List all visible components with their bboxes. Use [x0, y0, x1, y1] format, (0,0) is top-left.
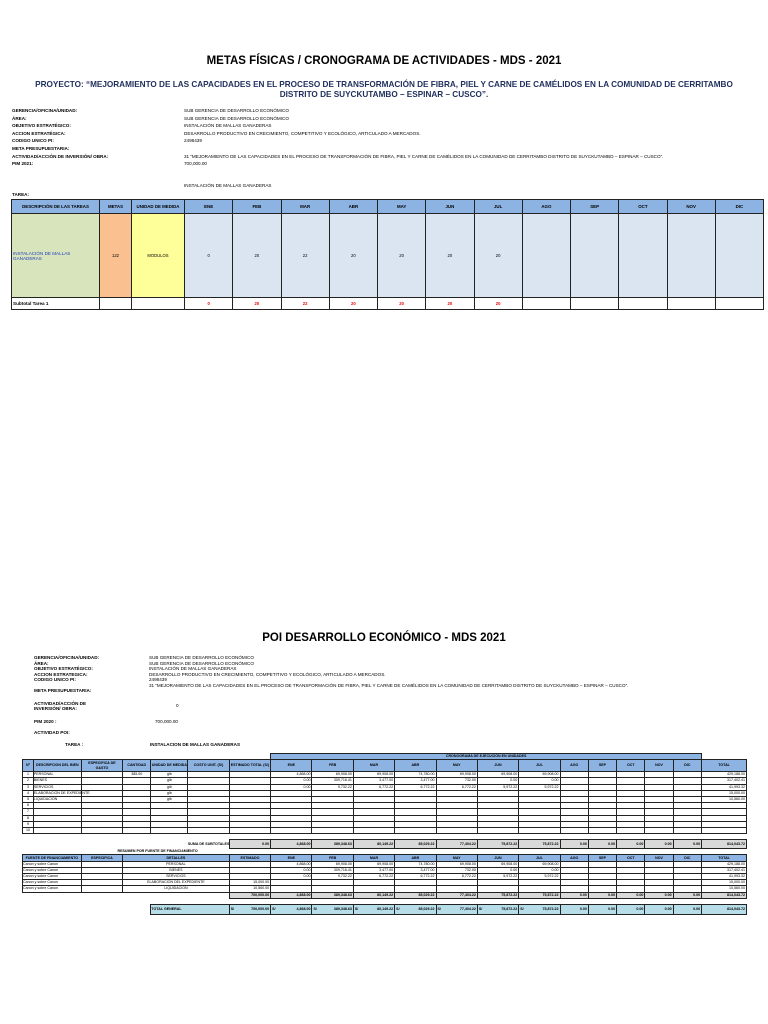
subtotal-month-cell: 20: [426, 298, 474, 310]
total-general-month: 0.00: [645, 904, 673, 914]
row-cantidad: 385.00: [123, 772, 151, 778]
header-cell: MAR: [281, 200, 329, 214]
resumen-month-cell: 3,477.00: [353, 867, 394, 873]
row-month-cell: 0.00: [271, 778, 312, 784]
row-description: BIENES: [33, 778, 81, 784]
header-cell: ABR: [329, 200, 377, 214]
resumen-sum-month: 77,404.22: [436, 892, 477, 898]
suma-month-cell: 75,872.22: [477, 840, 518, 849]
suma-month-cell: 0.00: [645, 840, 673, 849]
resumen-header-cell: MAR: [353, 855, 394, 861]
total-general-month: 0.00: [560, 904, 588, 914]
resumen-month-cell: 6,772.22: [436, 874, 477, 880]
poi-header-cell: JUL: [519, 760, 560, 772]
row-month-cell: 6,772.22: [436, 784, 477, 790]
row-number: 3: [23, 784, 34, 790]
resumen-month-cell: 0.00: [519, 867, 560, 873]
info-label: ACCION ESTRATEGICA:: [34, 671, 88, 677]
row-month-cell: 69,908.00: [519, 772, 560, 778]
info-label: ACCION ESTRATÉGICA:: [12, 130, 66, 136]
resumen-sum-month: 0.00: [617, 892, 645, 898]
subtotal-unit: [132, 298, 185, 310]
resumen-header-cell: AGO: [560, 855, 588, 861]
info-label: CODIGO UNICO PI:: [34, 677, 76, 683]
currency-symbol: S/: [354, 906, 359, 911]
row-description: PERSONAL: [33, 772, 81, 778]
amount: 700,000.00: [251, 906, 270, 911]
poi-header-cell: TOTAL: [702, 760, 747, 772]
task-unit: MODULOS: [132, 214, 185, 298]
subtotal-month-cell: 20: [378, 298, 426, 310]
info-row: [12, 123, 752, 131]
subtotal-month-cell: [619, 298, 667, 310]
task-row: [12, 214, 764, 298]
row-month-cell: 6,772.22: [395, 784, 436, 790]
resumen-month-cell: 5,972.22: [477, 874, 518, 880]
resumen-header-cell: MAY: [436, 855, 477, 861]
resumen-header-cell: NOV: [645, 855, 673, 861]
poi-header-cell: JUN: [477, 760, 518, 772]
resumen-month-cell: 69,908.00: [477, 861, 518, 867]
resumen-total: 429,188.00: [702, 861, 747, 867]
currency-symbol: S/: [396, 906, 400, 911]
poi-cronograma-title: CRONOGRAMA DE EJECUCIÓN EN UNIDADES: [271, 754, 702, 760]
info-value: SUB GERENCIA DE DESARROLLO ECONÓMICO: [184, 108, 289, 113]
info-value: 2498439: [149, 677, 167, 683]
poi-header-cell: UNIDAD DE MEDIDA: [151, 760, 188, 772]
subtotal-month-cell: 20: [233, 298, 281, 310]
poi-header-cell: COSTO UNIT. (S/): [188, 760, 229, 772]
info-value: SUB GERENCIA DE DESARROLLO ECONÓMICO: [149, 655, 254, 660]
row-total: 429,188.00: [702, 772, 747, 778]
month-cell: 20: [378, 214, 426, 298]
row-month-cell: 69,908.00: [312, 772, 353, 778]
resumen-detalle: SERVICIOS: [123, 874, 230, 880]
resumen-detalle: ELABORACION DEL EXPEDIENTE: [123, 880, 230, 886]
info-row: [12, 161, 752, 169]
amount: 75,872.22: [542, 906, 559, 911]
resumen-header-cell: JUL: [519, 855, 560, 861]
resumen-month-cell: 309,716.41: [312, 867, 353, 873]
tarea-value: INSTALACIÓN DE MALLAS GANADERAS: [184, 183, 272, 188]
poi-header-cell: MAR: [353, 760, 394, 772]
resumen-total: 10,560.00: [702, 886, 747, 892]
total-general-month: 0.00: [617, 904, 645, 914]
total-general-month: [436, 904, 477, 914]
row-month-cell: 5,972.22: [477, 784, 518, 790]
suma-month-cell: 0.00: [673, 840, 701, 849]
row-unidad: glb: [151, 772, 188, 778]
row-month-cell: 0.00: [477, 778, 518, 784]
amount: 80,149.22: [377, 906, 394, 911]
resumen-month-cell: 4,868.00: [271, 861, 312, 867]
resumen-sum-estimado: 700,000.00: [229, 892, 270, 898]
poi-header-cell: Nº: [23, 760, 34, 772]
row-total: 15,000.00: [702, 790, 747, 796]
info-label: META PRESUPUESTARIA:: [12, 145, 70, 151]
info-label: ACTIVIDAD/ACCIÓN DE INVERSIÓN/ OBRA:: [12, 153, 109, 159]
resumen-sum-month: 389,348.63: [312, 892, 353, 898]
info-value: SUB GERENCIA DE DESARROLLO ECONÓMICO: [149, 660, 254, 666]
poi-header-cell: ABR: [395, 760, 436, 772]
info-value: 2498439: [184, 138, 202, 144]
currency-symbol: S/: [478, 906, 483, 911]
resumen-sum-month: 75,872.22: [477, 892, 518, 898]
row-unidad: glb: [151, 790, 188, 796]
info-row: [12, 108, 752, 116]
tarea-label: TAREA:: [12, 192, 30, 197]
suma-blank: [23, 840, 188, 849]
amount: 75,872.22: [501, 906, 518, 911]
header-cell: SEP: [571, 200, 619, 214]
resumen-sum-month: 85,029.22: [395, 892, 436, 898]
resumen-sum-month: 0.00: [588, 892, 616, 898]
suma-month-cell: 0.00: [617, 840, 645, 849]
resumen-fuente: Canon y sobre Canon: [23, 880, 82, 886]
subtotal-label: Subtotal Tarea 1: [12, 298, 100, 310]
info-value: DESARROLLO PRODUCTIVO EN CRECIMIENTO, COMPETITIVO Y ECOLÓGICO, ARTICULADO A MERCADOS.: [149, 671, 386, 677]
row-total: 317,402.41: [702, 778, 747, 784]
resumen-month-cell: 6,772.22: [353, 874, 394, 880]
resumen-month-cell: 6,772.22: [395, 874, 436, 880]
header-cell: ENE: [185, 200, 233, 214]
total-general-month: 0.00: [673, 904, 701, 914]
info-row: [12, 138, 752, 146]
info-label: CODIGO UNICO PI:: [12, 138, 54, 144]
total-general-label: TOTAL GENERAL: [151, 904, 229, 914]
month-cell: 0: [185, 214, 233, 298]
subtotal-month-cell: [715, 298, 763, 310]
total-general-total: 814,043.72: [702, 904, 747, 914]
actividad-value: 0: [176, 703, 179, 708]
header-cell: MAY: [378, 200, 426, 214]
subtotal-month-cell: 20: [474, 298, 522, 310]
subtotal-month-cell: 0: [185, 298, 233, 310]
row-number: 4: [23, 790, 34, 796]
info-label: ÁREA:: [12, 115, 27, 121]
suma-month-cell: 85,029.22: [395, 840, 436, 849]
resumen-total: 317,402.41: [702, 867, 747, 873]
resumen-sum-total: 814,043.72: [702, 892, 747, 898]
resumen-total: 41,993.32: [702, 874, 747, 880]
suma-label: SUMA DE SUBTOTALES: [187, 841, 230, 846]
info-label: ÁREA:: [34, 660, 49, 666]
month-cell: 20: [233, 214, 281, 298]
task-metas: 122: [100, 214, 132, 298]
section2-info-block: [34, 655, 754, 689]
subtotal-month-cell: [667, 298, 715, 310]
resumen-detalle: PERSONAL: [123, 861, 230, 867]
month-cell: 20: [329, 214, 377, 298]
header-cell: DESCRIPCIÓN DE LAS TAREAS: [12, 200, 100, 214]
row-description: LIQUIDACION: [33, 796, 81, 802]
poi-header-cell: ENE: [271, 760, 312, 772]
resumen-sum-month: 0.00: [673, 892, 701, 898]
info-label: PIM 2021:: [12, 161, 34, 167]
info-row: [12, 154, 752, 162]
meta-presupuestaria-label: META PRESUPUESTARIA:: [34, 688, 92, 693]
resumen-month-cell: 0.00: [477, 867, 518, 873]
poi-header-cell: ESTIMADO TOTAL (S/): [229, 760, 270, 772]
info-value: DESARROLLO PRODUCTIVO EN CRECIMIENTO, COMPETITIVO Y ECOLÓGICO, ARTICULADO A MERCADOS.: [184, 130, 421, 136]
row-month-cell: 69,908.00: [353, 772, 394, 778]
info-row: [12, 146, 752, 154]
row-number: 1: [23, 772, 34, 778]
project-line-1: PROYECTO: “MEJORAMIENTO DE LAS CAPACIDADES EN EL PROCESO DE TRANSFORMACIÓN DE FIBRA, PIEL Y CARNE DE CAMÉLIDOS EN LA COMUNIDAD DE CERRITAMBO: [35, 80, 733, 89]
resumen-header-cell: ENE: [271, 855, 312, 861]
row-month-cell: 732.00: [436, 778, 477, 784]
poi-header-cell: ESPECIFICA DE GASTO: [81, 760, 122, 772]
total-general-month: [519, 904, 560, 914]
project-line-2: DISTRITO DE SUYCKUTAMBO – ESPINAR – CUSCO”.: [279, 90, 489, 99]
resumen-fuente: Canon y sobre Canon: [23, 867, 82, 873]
subtotal-month-cell: 20: [329, 298, 377, 310]
currency-symbol: S/: [437, 906, 441, 911]
section1-info-block: [12, 108, 752, 169]
pim-label: PIM 2020 :: [34, 719, 57, 724]
row-month-cell: 9,732.22: [312, 784, 353, 790]
header-cell: METAS: [100, 200, 132, 214]
suma-month-cell: 389,348.63: [312, 840, 353, 849]
poi-header-cell: SEP: [588, 760, 616, 772]
amount: 85,029.22: [418, 906, 435, 911]
suma-month-cell: 4,868.00: [271, 840, 312, 849]
subtotal-month-cell: [571, 298, 619, 310]
row-month-cell: 4,868.00: [271, 772, 312, 778]
row-number: 8: [23, 815, 34, 821]
row-month-cell: 69,908.00: [477, 772, 518, 778]
amount: 4,868.00: [296, 906, 311, 911]
resumen-sum-month: 4,868.00: [271, 892, 312, 898]
month-cell: [571, 214, 619, 298]
actividad-poi-label: ACTIVIDAD POI:: [34, 730, 70, 735]
poi-table: [22, 753, 747, 915]
resumen-header-cell: TOTAL: [702, 855, 747, 861]
info-label: GERENCIA/OFICINA/UNIDAD:: [34, 655, 100, 660]
month-cell: 20: [474, 214, 522, 298]
info-row: [12, 116, 752, 124]
suma-month-cell: 0.00: [560, 840, 588, 849]
amount: 389,348.63: [333, 906, 352, 911]
resumen-header-cell: OCT: [617, 855, 645, 861]
poi-header-row: [23, 760, 747, 772]
resumen-estimado: 15,000.00: [229, 880, 270, 886]
resumen-total: 15,000.00: [702, 880, 747, 886]
amount: 77,404.22: [459, 906, 476, 911]
task-description: INSTALACIÓN DE MALLAS GANADERAS: [12, 214, 100, 298]
suma-month-cell: 0.00: [588, 840, 616, 849]
resumen-month-cell: 74,780.00: [395, 861, 436, 867]
subtotal-row: [12, 298, 764, 310]
resumen-header-cell: DETALLES: [123, 855, 230, 861]
resumen-sum-month: 0.00: [645, 892, 673, 898]
header-cell: JUL: [474, 200, 522, 214]
cronograma-table: [11, 199, 764, 310]
row-month-cell: 69,908.00: [436, 772, 477, 778]
resumen-fuente: Canon y sobre Canon: [23, 886, 82, 892]
suma-subtotales-row: [23, 840, 747, 849]
row-number: 7: [23, 809, 34, 815]
total-general-month: [271, 904, 312, 914]
month-cell: [619, 214, 667, 298]
resumen-month-cell: 732.00: [436, 867, 477, 873]
section1-title: METAS FÍSICAS / CRONOGRAMA DE ACTIVIDADES - MDS - 2021: [206, 55, 562, 67]
section2-title: POI DESARROLLO ECONÓMICO - MDS 2021: [262, 632, 506, 644]
resumen-header-cell: SEP: [588, 855, 616, 861]
header-cell: JUN: [426, 200, 474, 214]
currency-symbol: S/: [272, 906, 276, 911]
resumen-header-cell: JUN: [477, 855, 518, 861]
row-total: 41,993.32: [702, 784, 747, 790]
info-value: 31 “MEJORAMIENTO DE LAS CAPACIDADES EN EL PROCESO DE TRANSFORMACIÓN DE FIBRA, PIEL Y CARNE DE CAMÉLIDOS EN LA COMUNIDAD DE CERRITAMBO DISTRITO DE SUYCKUTAMBO – ESPINAR – CUSCO”.: [149, 682, 629, 688]
row-month-cell: 74,780.00: [395, 772, 436, 778]
poi-header-cell: DESCRIPCION DEL BIEN: [33, 760, 81, 772]
currency-symbol: S/: [520, 906, 524, 911]
resumen-estimado: 10,560.00: [229, 886, 270, 892]
total-general-month: [395, 904, 436, 914]
total-general-blank: [23, 904, 151, 914]
actividad-label: ACTIVIDAD/ACCIÓN DE INVERSIÓN/ OBRA:: [34, 701, 87, 711]
resumen-header-cell: ESPECIFICA: [81, 855, 122, 861]
subtotal-month-cell: [522, 298, 570, 310]
month-cell: [667, 214, 715, 298]
info-row: [12, 131, 752, 139]
row-unidad: glb: [151, 796, 188, 802]
total-general-estimado: [229, 904, 270, 914]
header-cell: OCT: [619, 200, 667, 214]
row-number: 6: [23, 803, 34, 809]
header-cell: FEB: [233, 200, 281, 214]
resumen-month-cell: 5,972.22: [519, 874, 560, 880]
info-value: INSTALACIÓN DE MALLAS GANADERAS: [149, 666, 237, 672]
header-cell: AGO: [522, 200, 570, 214]
suma-total: 814,043.72: [702, 840, 747, 849]
month-cell: [522, 214, 570, 298]
suma-estimado: 0.00: [229, 840, 270, 849]
currency-symbol: S/: [230, 906, 235, 911]
row-unidad: glb: [151, 784, 188, 790]
resumen-month-cell: 69,908.00: [312, 861, 353, 867]
poi-header-cell: DIC: [673, 760, 701, 772]
month-cell: 22: [281, 214, 329, 298]
resumen-sum-month: 0.00: [560, 892, 588, 898]
row-number: 5: [23, 796, 34, 802]
row-month-cell: 6,772.22: [353, 784, 394, 790]
info-value: INSTALACIÓN DE MALLAS GANADERAS: [184, 123, 272, 129]
resumen-month-cell: 0.00: [271, 867, 312, 873]
resumen-header-cell: ABR: [395, 855, 436, 861]
resumen-month-cell: 69,908.00: [519, 861, 560, 867]
subtotal-month-cell: 22: [281, 298, 329, 310]
poi-header-cell: CANTIDAD: [123, 760, 151, 772]
row-description: SERVICIOS: [33, 784, 81, 790]
poi-header-cell: OCT: [617, 760, 645, 772]
total-general-month: [477, 904, 518, 914]
row-unidad: glb: [151, 778, 188, 784]
resumen-month-cell: 9,732.22: [312, 874, 353, 880]
resumen-month-cell: 69,908.00: [436, 861, 477, 867]
poi-header-cell: MAY: [436, 760, 477, 772]
tarea2-label: TAREA :: [65, 742, 84, 747]
resumen-sum-month: 80,149.22: [353, 892, 394, 898]
suma-month-cell: 80,149.22: [353, 840, 394, 849]
currency-symbol: S/: [313, 906, 317, 911]
row-description: ELABORACION DE EXPEDIENTE: [33, 790, 90, 795]
project-title: [20, 80, 748, 100]
info-label: OBJETIVO ESTRATÉGICO:: [34, 666, 93, 672]
row-number: 9: [23, 821, 34, 827]
total-general-row: [23, 904, 747, 914]
resumen-month-cell: 0.00: [271, 874, 312, 880]
row-month-cell: 309,716.41: [312, 778, 353, 784]
total-general-month: [353, 904, 394, 914]
suma-month-cell: 77,404.22: [436, 840, 477, 849]
resumen-month-cell: 3,477.00: [395, 867, 436, 873]
info-value: 31 “MEJORAMIENTO DE LAS CAPACIDADES EN EL PROCESO DE TRANSFORMACIÓN DE FIBRA, PIEL Y CARNE DE CAMÉLIDOS EN LA COMUNIDAD DE CERRITAMBO DISTRITO DE SUYCKUTAMBO – ESPINAR – CUSCO”.: [184, 153, 664, 159]
info-value: SUB GERENCIA DE DESARROLLO ECONÓMICO: [184, 115, 289, 121]
row-month-cell: 3,477.00: [353, 778, 394, 784]
resumen-detalle: BIENES: [123, 867, 230, 873]
subtotal-metas: [100, 298, 132, 310]
resumen-detalle: LIQUIDACION: [123, 886, 230, 892]
resumen-header-cell: ESTIMADO: [229, 855, 270, 861]
suma-month-cell: 75,872.22: [519, 840, 560, 849]
info-value: 700,000.00: [184, 161, 207, 167]
resumen-header-cell: FEB: [312, 855, 353, 861]
header-cell: DIC: [715, 200, 763, 214]
row-month-cell: 0.00: [519, 778, 560, 784]
row-month-cell: 0.00: [271, 784, 312, 790]
info-label: OBJETIVO ESTRATÉGICO:: [12, 123, 71, 129]
resumen-month-cell: 69,908.00: [353, 861, 394, 867]
poi-header-cell: FEB: [312, 760, 353, 772]
poi-header-cell: AGO: [560, 760, 588, 772]
resumen-sum-month: 75,872.22: [519, 892, 560, 898]
info-row: [34, 683, 754, 689]
resumen-fuente: Canon y sobre Canon: [23, 874, 82, 880]
resumen-header-cell: DIC: [673, 855, 701, 861]
row-month-cell: 5,972.22: [519, 784, 560, 790]
row-number: 2: [23, 778, 34, 784]
month-cell: 20: [426, 214, 474, 298]
total-general-month: [312, 904, 353, 914]
header-cell: NOV: [667, 200, 715, 214]
resumen-title: RESUMEN POR FUENTE DE FINANCIAMIENTO: [117, 849, 198, 854]
resumen-header-cell: FUENTE DE FINANCIAMIENTO: [23, 855, 82, 861]
row-number: 10: [23, 827, 34, 833]
row-total: 10,560.00: [702, 796, 747, 802]
header-cell: UNIDAD DE MEDIDA: [132, 200, 185, 214]
month-cell: [715, 214, 763, 298]
tarea2-value: INSTALACION DE MALLAS GANADERAS: [150, 742, 241, 747]
info-label: GERENCIA/OFICINA/UNIDAD:: [12, 108, 78, 113]
cronograma-header-row: [12, 200, 764, 214]
poi-header-cell: NOV: [645, 760, 673, 772]
total-general-month: 0.00: [588, 904, 616, 914]
pim-value: 700,000.00: [155, 719, 178, 724]
resumen-fuente: Canon y sobre Canon: [23, 861, 82, 867]
row-month-cell: 3,477.00: [395, 778, 436, 784]
